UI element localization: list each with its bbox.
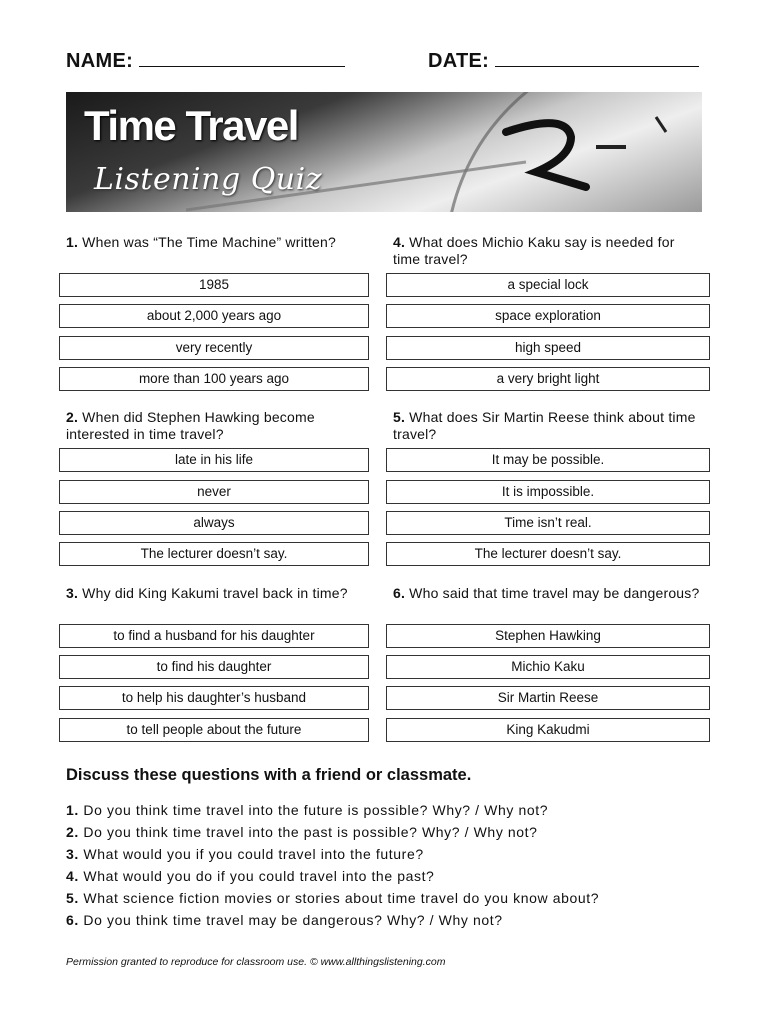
q3-option-4[interactable]: to tell people about the future xyxy=(59,718,369,742)
banner-title: Time Travel xyxy=(84,102,298,149)
question-text: Why did King Kakumi travel back in time? xyxy=(82,585,348,601)
question-number: 6. xyxy=(393,585,406,601)
question-number: 4. xyxy=(393,234,406,250)
name-field[interactable] xyxy=(66,50,345,73)
question-number: 3. xyxy=(66,585,79,601)
discussion-title: Discuss these questions with a friend or classmate. xyxy=(66,766,472,784)
q4-option-1[interactable]: a special lock xyxy=(386,273,710,297)
question-text: What does Michio Kaku say is needed for time travel? xyxy=(393,234,675,267)
name-blank-line[interactable] xyxy=(139,50,345,67)
question-number: 1. xyxy=(66,234,79,250)
question-number: 2. xyxy=(66,409,79,425)
discussion-item-4: 4. What would you do if you could travel into the past? xyxy=(66,868,435,884)
q5-option-3[interactable]: Time isn’t real. xyxy=(386,511,710,535)
q2-option-2[interactable]: never xyxy=(59,480,369,504)
q1-option-1[interactable]: 1985 xyxy=(59,273,369,297)
question-6 xyxy=(393,585,703,602)
q2-option-3[interactable]: always xyxy=(59,511,369,535)
q5-option-4[interactable]: The lecturer doesn’t say. xyxy=(386,542,710,566)
question-text: When did Stephen Hawking become interested in time travel? xyxy=(66,409,315,442)
question-5 xyxy=(393,409,703,443)
question-text: What does Sir Martin Reese think about time travel? xyxy=(393,409,696,442)
q3-option-1[interactable]: to find a husband for his daughter xyxy=(59,624,369,648)
discussion-item-3: 3. What would you if you could travel into the future? xyxy=(66,846,424,862)
discussion-item-5: 5. What science fiction movies or stories about time travel do you know about? xyxy=(66,890,600,906)
discussion-item-2: 2. Do you think time travel into the past is possible? Why? / Why not? xyxy=(66,824,538,840)
discussion-item-1: 1. Do you think time travel into the future is possible? Why? / Why not? xyxy=(66,802,549,818)
q5-option-1[interactable]: It may be possible. xyxy=(386,448,710,472)
question-1 xyxy=(66,234,376,251)
question-number: 5. xyxy=(393,409,406,425)
question-text: When was “The Time Machine” written? xyxy=(82,234,337,250)
question-3 xyxy=(66,585,376,602)
question-2 xyxy=(66,409,376,443)
q6-option-2[interactable]: Michio Kaku xyxy=(386,655,710,679)
q5-option-2[interactable]: It is impossible. xyxy=(386,480,710,504)
discussion-item-6: 6. Do you think time travel may be dangerous? Why? / Why not? xyxy=(66,912,503,928)
question-text: Who said that time travel may be dangerous? xyxy=(409,585,700,601)
q6-option-3[interactable]: Sir Martin Reese xyxy=(386,686,710,710)
footer-permission: Permission granted to reproduce for classroom use. © www.allthingslistening.com xyxy=(66,956,446,968)
banner-subtitle: Listening Quiz xyxy=(94,162,323,197)
q3-option-3[interactable]: to help his daughter’s husband xyxy=(59,686,369,710)
q2-option-1[interactable]: late in his life xyxy=(59,448,369,472)
q6-option-1[interactable]: Stephen Hawking xyxy=(386,624,710,648)
date-label: DATE: xyxy=(428,50,490,72)
date-blank-line[interactable] xyxy=(495,50,699,67)
q1-option-2[interactable]: about 2,000 years ago xyxy=(59,304,369,328)
q1-option-4[interactable]: more than 100 years ago xyxy=(59,367,369,391)
q2-option-4[interactable]: The lecturer doesn’t say. xyxy=(59,542,369,566)
q3-option-2[interactable]: to find his daughter xyxy=(59,655,369,679)
q4-option-2[interactable]: space exploration xyxy=(386,304,710,328)
q1-option-3[interactable]: very recently xyxy=(59,336,369,360)
q4-option-3[interactable]: high speed xyxy=(386,336,710,360)
question-4 xyxy=(393,234,703,268)
name-label: NAME: xyxy=(66,50,134,72)
q4-option-4[interactable]: a very bright light xyxy=(386,367,710,391)
q6-option-4[interactable]: King Kakudmi xyxy=(386,718,710,742)
title-banner xyxy=(66,92,702,212)
date-field[interactable] xyxy=(428,50,699,73)
